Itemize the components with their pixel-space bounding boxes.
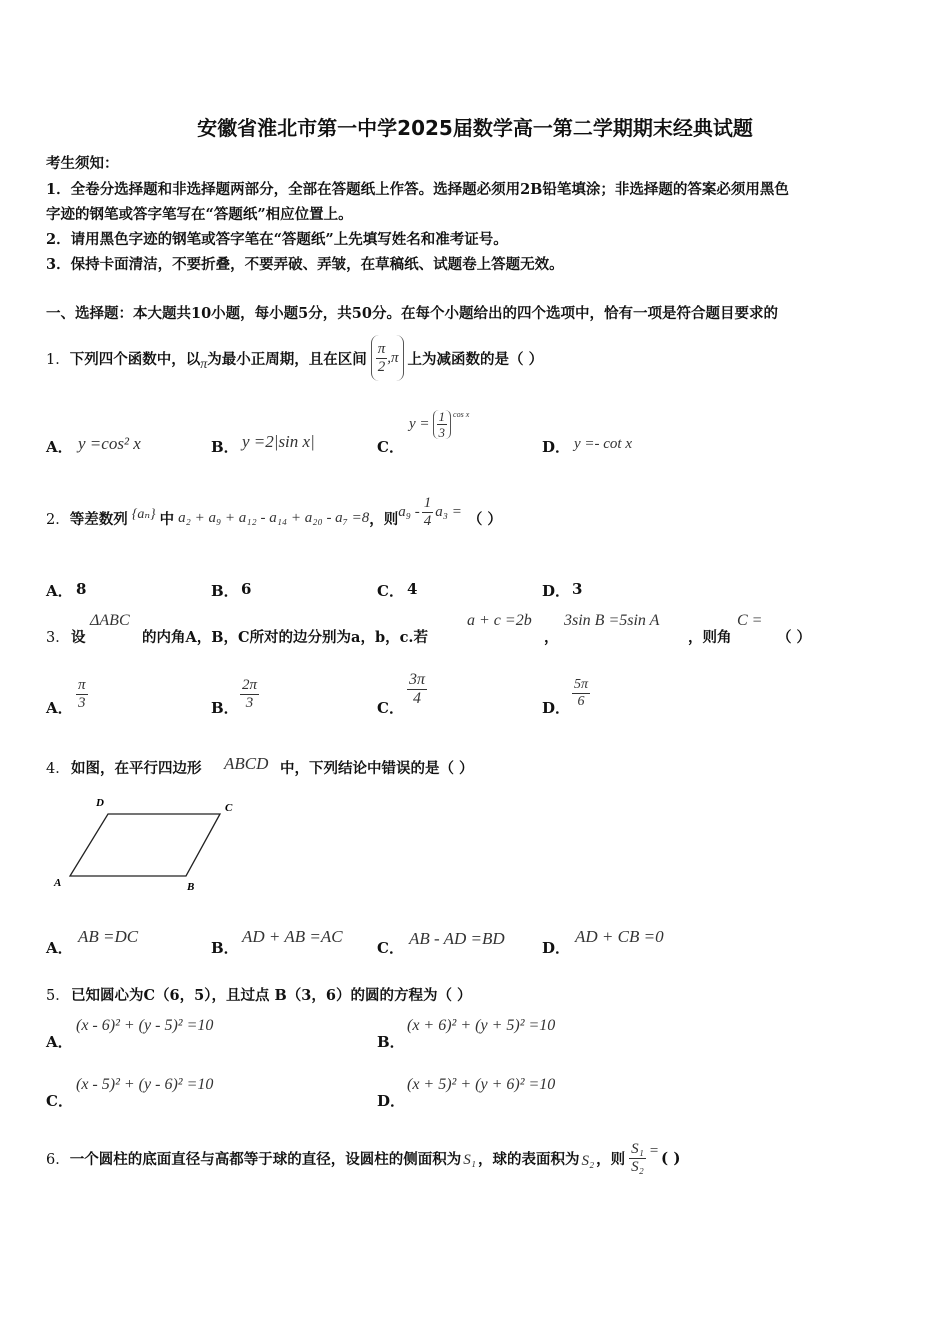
option-value: 4 (407, 580, 418, 598)
option-expr: AB - AD =BD (409, 929, 505, 948)
question-number: 5． (46, 988, 70, 1004)
option-expr: y =cos² x (78, 434, 141, 453)
option-label: A． (46, 438, 73, 456)
vertex-c-label: C (225, 802, 233, 814)
question-number: 2． (46, 511, 70, 528)
option-expr: (x - 6)² + (y - 5)² =10 (76, 1017, 214, 1034)
option-expr: AD + CB =0 (575, 927, 664, 946)
math-interval: $\frac{\pi}{2}$ ,π (371, 335, 404, 381)
question-text: 为最小正周期，且在区间 (207, 350, 367, 368)
option-expr: $\frac{\pi}{3}$ (78, 677, 86, 711)
option-label: A． (46, 1033, 73, 1051)
math-equation: 3sin B =5sin A (564, 612, 660, 629)
option-label: A． (46, 582, 73, 600)
question-6 (46, 1134, 680, 1182)
option-label: C． (377, 699, 404, 717)
math-expression: a₉ - $\frac{1}{4}$ a₃ = (398, 494, 462, 529)
math-triangle: ΔABC (90, 612, 130, 629)
question-text: 中，下列结论中错误的是（ ） (280, 760, 474, 777)
question-text: 如图，在平行四边形 (71, 760, 202, 777)
answer-paren: （ ） (467, 510, 502, 528)
notice-item: 3．保持卡面清洁，不要折叠，不要弄破、弄皱，在草稿纸、试题卷上答题无效。 (46, 256, 564, 273)
math-s2: S₂ (581, 1152, 595, 1169)
option-expr: y =- cot x (574, 436, 633, 452)
question-number: 4． (46, 761, 70, 777)
option-label: B． (211, 438, 239, 456)
question-text: ，则 (369, 510, 399, 528)
option-expr: (x + 5)² + (y + 6)² =10 (407, 1076, 556, 1093)
option-expr: (x + 6)² + (y + 5)² =10 (407, 1017, 556, 1034)
option-expr: $\frac{2\pi}{3}$ (242, 677, 258, 711)
option-label: B． (211, 582, 239, 600)
option-label: B． (211, 939, 239, 957)
option-expr: AD + AB =AC (242, 927, 343, 946)
question-text: 的内角A，B，C所对的边分别为a，b，c.若 (142, 629, 428, 646)
option-label: C． (377, 582, 404, 600)
question-text: ， (544, 629, 559, 646)
page-title: 安徽省淮北市第一中学2025届数学高一第二学期期末经典试题 (197, 116, 753, 140)
parallelogram-figure (50, 795, 240, 895)
question-2 (46, 495, 502, 541)
question-text: 下列四个函数中，以 (69, 350, 201, 368)
option-label: B． (211, 699, 239, 717)
option-label: C． (377, 939, 404, 957)
question-text: 上为减函数的是（ ） (407, 350, 544, 368)
math-equation: a + c =2b (467, 612, 532, 629)
question-text: ，则 (596, 1150, 626, 1168)
vertex-d-label: D (96, 797, 104, 809)
option-expr: AB =DC (78, 927, 139, 946)
option-expr: (x - 5)² + (y - 6)² =10 (76, 1076, 214, 1093)
question-text: 中 (159, 510, 175, 528)
answer-paren: （ ） (777, 629, 812, 646)
vertex-b-label: B (187, 881, 195, 893)
question-text: 已知圆心为C（6，5），且过点 B（3，6）的圆的方程为（ ） (71, 987, 472, 1004)
notice-item: 1．全卷分选择题和非选择题两部分，全部在答题纸上作答。选择题必须用2B铅笔填涂；非选择题的答案必须用黑色 (46, 181, 789, 198)
option-label: D． (542, 699, 571, 717)
notice-item: 字迹的钢笔或答字笔写在“答题纸”相应位置上。 (46, 206, 353, 223)
option-expr: y =2|sin x| (242, 432, 315, 451)
math-sequence: {aₙ} (131, 506, 156, 522)
question-number: 6． (46, 1151, 70, 1168)
option-value: 3 (572, 580, 583, 598)
math-pi: π (200, 357, 208, 372)
question-1 (46, 335, 543, 381)
math-expression: C = (737, 612, 763, 629)
question-number: 3． (46, 630, 70, 646)
question-text: 设 (71, 629, 86, 646)
math-ratio: $\frac{\text{S₁}}{\text{S₂}}$ = (631, 1140, 660, 1175)
notice-item: 2．请用黑色字迹的钢笔或答字笔在“答题纸”上先填写姓名和准考证号。 (46, 231, 508, 248)
notice-heading: 考生须知： (46, 155, 119, 172)
option-label: A． (46, 939, 73, 957)
question-text: 等差数列 (69, 510, 128, 528)
option-label: C． (46, 1092, 73, 1110)
math-s1: S₁ (463, 1151, 476, 1168)
option-label: A． (46, 699, 73, 717)
question-number: 1． (46, 351, 70, 368)
question-text: ，则角 (688, 629, 732, 646)
answer-paren: ( ) (661, 1149, 681, 1167)
vertex-a-label: A (54, 877, 62, 889)
option-label: D． (377, 1092, 406, 1110)
option-expr: y = $\frac{1}{3}$ cos x (409, 409, 470, 440)
question-text: ，球的表面积为 (477, 1150, 580, 1168)
section-heading: 一、选择题：本大题共10小题，每小题5分，共50分。在每个小题给出的四个选项中，恰有一项是符合题目要求的 (46, 305, 778, 322)
option-value: 8 (76, 580, 87, 598)
option-label: D． (542, 939, 571, 957)
option-expr: $\frac{3\pi}{4}$ (409, 671, 426, 707)
math-shape: ABCD (224, 754, 269, 773)
question-text: 一个圆柱的底面直径与高都等于球的直径，设圆柱的侧面积为 (69, 1150, 462, 1168)
option-value: 6 (241, 580, 252, 598)
option-label: C． (377, 438, 404, 456)
option-expr: $\frac{5\pi}{6}$ (574, 677, 589, 709)
option-label: B． (377, 1033, 405, 1051)
option-label: D． (542, 582, 571, 600)
option-label: D． (542, 438, 571, 456)
math-equation: a₂ + a₉ + a₁₂ - a₁₄ + a₂₀ - a₇ =8 (178, 509, 370, 526)
